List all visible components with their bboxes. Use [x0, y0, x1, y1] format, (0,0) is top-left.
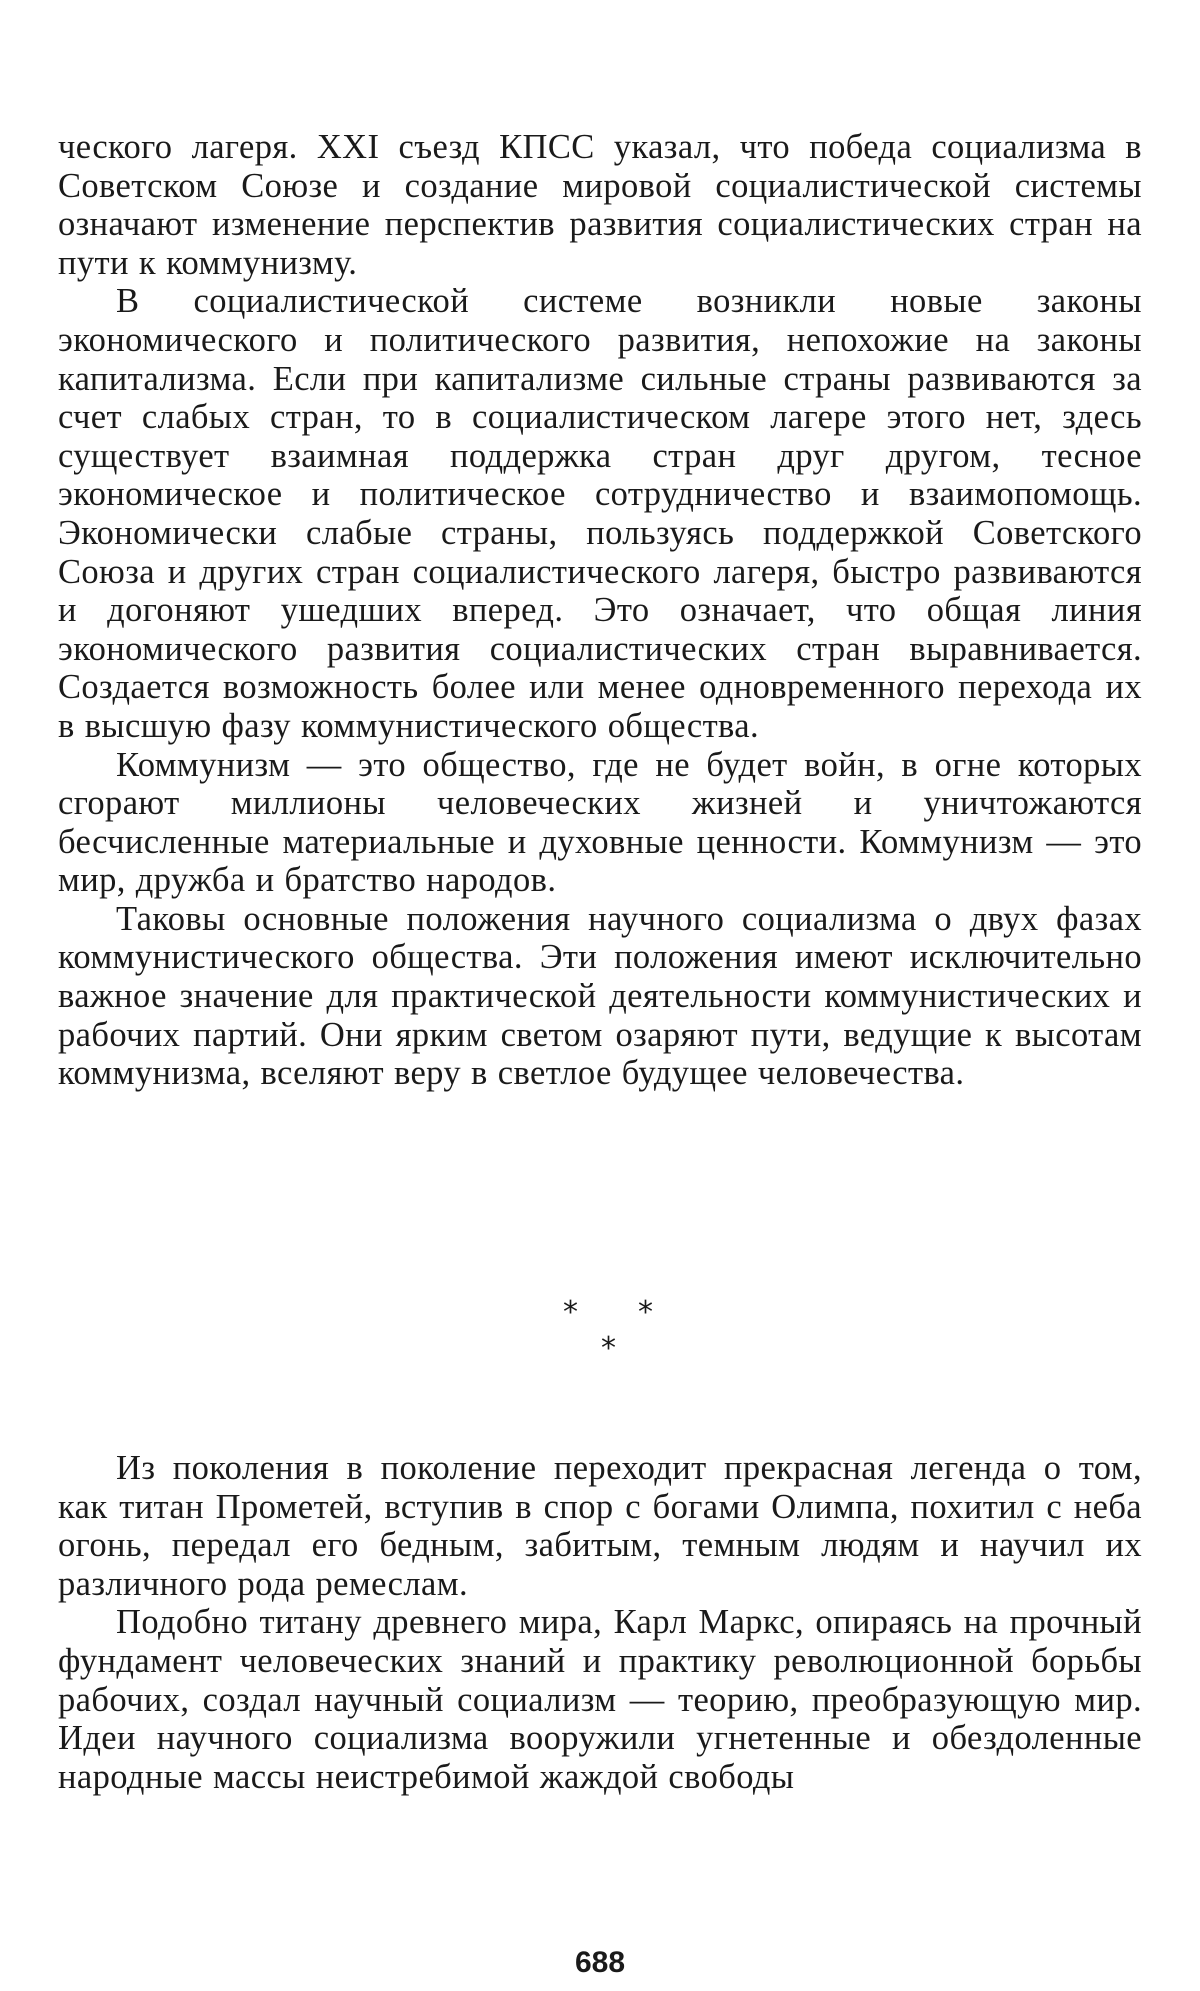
asterism-star: *: [563, 1295, 578, 1330]
paragraph-two-phases: Таковы основные положения научного социализма о двух фазах коммунистического общества. Эти положения имеют исключительно важное значение для практической деятельности коммунистических и рабочих партий. Они ярким светом озаряют пути, ведущие к высотам коммунизма, вселяют веру в светлое будущее человечества.: [58, 899, 1142, 1093]
page-number: 688: [574, 1946, 626, 1979]
paragraph-marx-titan: Подобно титану древнего мира, Карл Маркс, опираясь на прочный фундамент человеческих знаний и практику революционной борьбы рабочих, создал научный социализм — теорию, преобразующую мир. Идеи научного социализма вооружили угнетенные и обездоленные народные массы неистребимой жаждой свободы: [58, 1603, 1142, 1796]
asterism-star: *: [638, 1295, 653, 1330]
paragraph-prometheus-legend: Из поколения в поколение переходит прекрасная легенда о том, как титан Прометей, вступив в спор с богами Олимпа, похитил с неба огонь, передал его бедным, забитым, темным людям и научил их различного рода ремеслам.: [58, 1449, 1142, 1603]
text-section-bottom: [58, 1449, 1142, 1796]
text-section-top: [58, 128, 1142, 1093]
paragraph-communism-peace: Коммунизм — это общество, где не будет войн, в огне которых сгорают миллионы человеческих жизней и уничтожаются бесчисленные материальные и духовные ценности. Коммунизм — это мир, дружба и братство народов.: [58, 745, 1142, 900]
asterism-star: *: [601, 1331, 616, 1366]
paragraph-continued: ческого лагеря. XXI съезд КПСС указал, что победа социализма в Советском Союзе и создание мировой социалистической системы означают изменение перспектив развития социалистических стран на пути к коммунизму.: [58, 128, 1142, 282]
asterism-divider: [58, 1295, 1142, 1368]
paragraph-socialist-system-laws: В социалистической системе возникли новые законы экономического и политического развития, непохожие на законы капитализма. Если при капитализме сильные страны развиваются за счет слабых стран, то в социалистическом лагере этого нет, здесь существует взаимная поддержка стран друг другом, тесное экономическое и политическое сотрудничество и взаимопомощь. Экономически слабые страны, пользуясь поддержкой Советского Союза и других стран социалистического лагеря, быстро развиваются и догоняют ушедших вперед. Это означает, что общая линия экономического развития социалистических стран выравнивается. Создается возможность более или менее одновременного перехода их в высшую фазу коммунистического общества.: [58, 282, 1142, 745]
